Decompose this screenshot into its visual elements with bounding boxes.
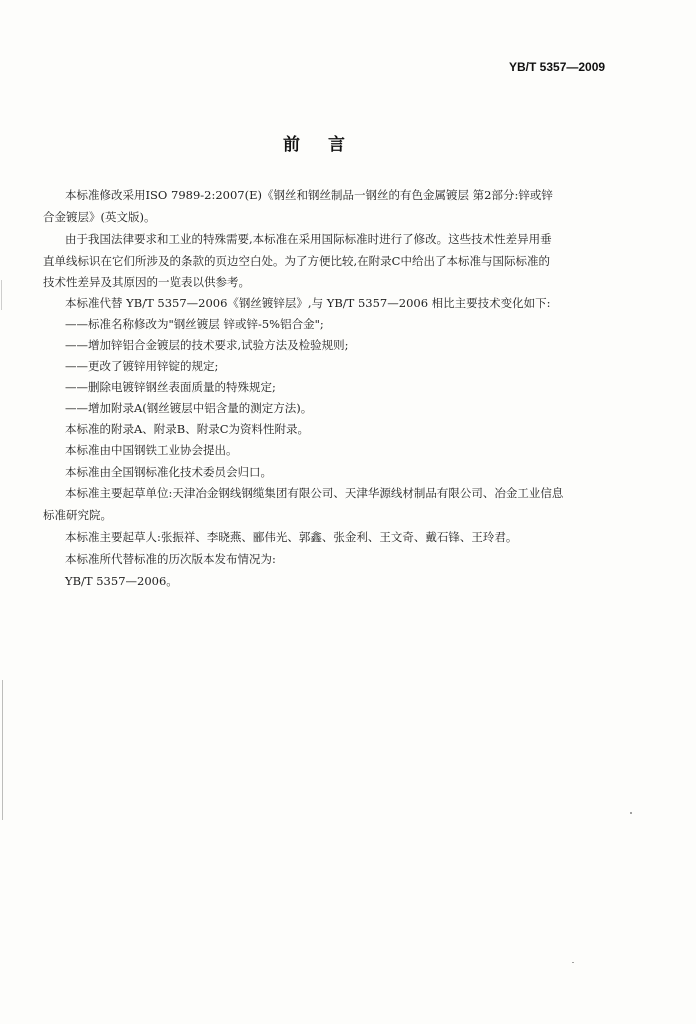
paragraph-line: 本标准所代替标准的历次版本发布情况为: — [65, 552, 276, 566]
paragraph-line: 本标准的附录A、附录B、附录C为资料性附录。 — [65, 422, 310, 436]
paragraph-line: 本标准由中国钢铁工业协会提出。 — [65, 443, 238, 457]
paragraph-line: 本标准主要起草人:张振祥、李晓燕、郦伟光、郭鑫、张金利、王文奇、戴石锋、王玲君。 — [65, 530, 518, 544]
paragraph-line: 本标准主要起草单位:天津冶金钢线钢缆集团有限公司、天津华源线材制品有限公司、冶金工业信息 — [65, 486, 564, 500]
scan-edge-mark — [1, 280, 2, 310]
paragraph-line: 直单线标识在它们所涉及的条款的页边空白处。为了方便比较,在附录C中给出了本标准与国际标准的 — [43, 254, 550, 268]
list-item: ——增加附录A(钢丝镀层中铝含量的测定方法)。 — [65, 401, 313, 415]
standard-code: YB/T 5357—2009 — [509, 60, 606, 74]
page-title: 前言 — [283, 135, 373, 155]
paragraph-line: 合金镀层》(英文版)。 — [43, 210, 156, 224]
list-item: ——删除电镀锌钢丝表面质量的特殊规定; — [65, 380, 276, 394]
paragraph-line: 标准研究院。 — [43, 508, 112, 522]
paragraph-line: 本标准修改采用ISO 7989-2:2007(E)《钢丝和钢丝制品一钢丝的有色金属镀层 第2部分:锌或锌 — [65, 188, 553, 202]
list-item: ——更改了镀锌用锌锭的规定; — [65, 359, 219, 373]
paragraph-line: 技术性差异及其原因的一览表以供参考。 — [43, 275, 250, 289]
list-item: ——增加锌铝合金镀层的技术要求,试验方法及检验规则; — [65, 338, 349, 352]
scan-speck — [630, 812, 632, 814]
paragraph-line: YB/T 5357—2006。 — [65, 574, 178, 588]
scan-edge-mark — [2, 680, 3, 820]
scan-speck — [572, 962, 574, 963]
paragraph-line: 本标准代替 YB/T 5357—2006《钢丝镀锌层》,与 YB/T 5357—2006 相比主要技术变化如下: — [65, 296, 551, 310]
list-item: ——标准名称修改为"钢丝镀层 锌或锌-5%铝合金"; — [65, 317, 324, 331]
paragraph-line: 本标准由全国钢标准化技术委员会归口。 — [65, 465, 272, 479]
paragraph-line: 由于我国法律要求和工业的特殊需要,本标准在采用国际标准时进行了修改。这些技术性差异用垂 — [65, 232, 552, 246]
